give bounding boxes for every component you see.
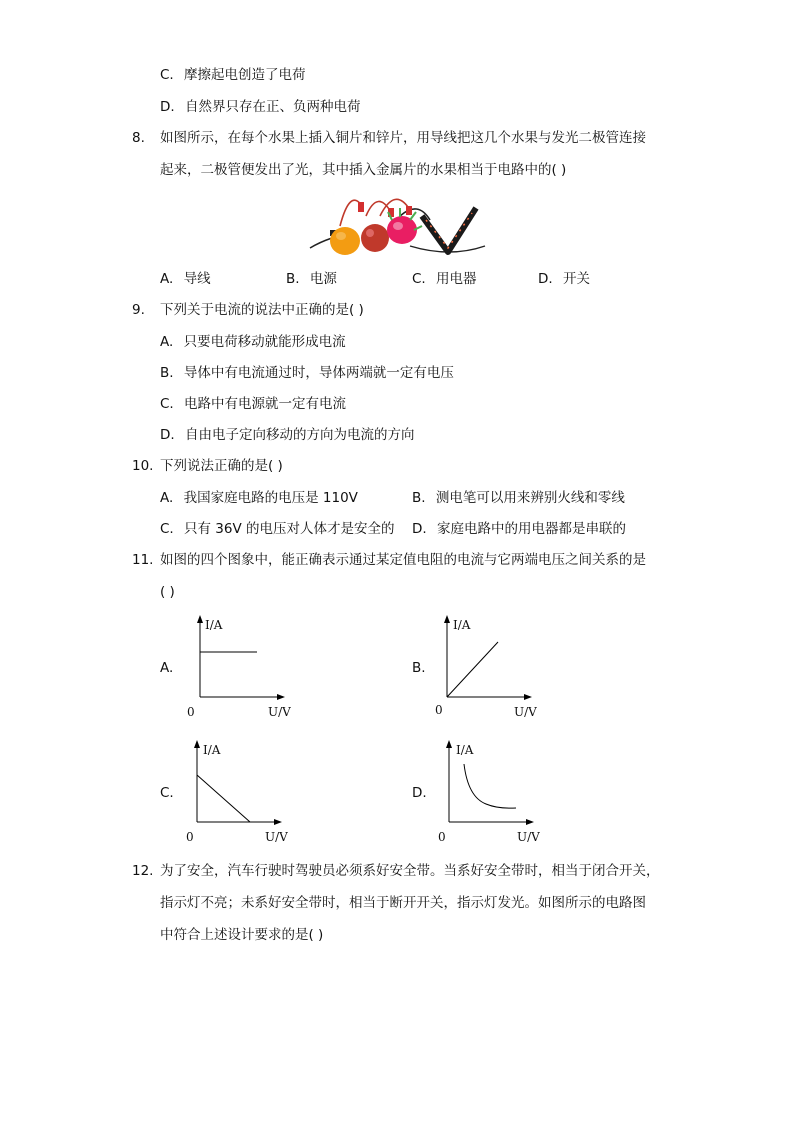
x-axis-label: U/V — [268, 705, 291, 719]
option-text: 只有 36V 的电压对人体才是安全的 — [184, 521, 395, 537]
option-text: 只要电荷移动就能形成电流 — [183, 334, 346, 350]
option-text: 电源 — [309, 271, 337, 287]
x-axis-label: U/V — [265, 830, 288, 844]
option-letter: C. — [412, 271, 426, 287]
option-letter: B. — [412, 490, 426, 506]
question-number: 11. — [132, 552, 154, 568]
question-number: 12. — [132, 863, 154, 879]
graph-curve — [447, 642, 498, 697]
y-axis-label: I/A — [203, 743, 221, 757]
question-stem: 为了安全，汽车行驶时驾驶员必须系好安全带。当系好安全带时，相当于闭合开关， — [160, 863, 660, 879]
option-d — [412, 520, 626, 538]
option-text: 测电笔可以用来辨别火线和零线 — [435, 490, 625, 506]
option-d — [538, 270, 590, 288]
question-stem: 指示灯不亮；未系好安全带时，相当于断开开关，指示灯发光。如图所示的电路图 — [160, 895, 646, 911]
question-stem: ( ) — [160, 584, 175, 600]
graph-letter: D. — [412, 785, 427, 801]
option-text: 我国家庭电路的电压是 110V — [183, 490, 358, 506]
graph-letter: A. — [160, 660, 174, 676]
option-c — [412, 270, 477, 288]
option-letter: D. — [160, 427, 175, 443]
option-letter: A. — [160, 271, 174, 287]
x-axis-label: U/V — [517, 830, 540, 844]
option-letter: B. — [286, 271, 300, 287]
option-text: 自由电子定向移动的方向为电流的方向 — [184, 427, 415, 443]
question-number: 9. — [132, 302, 145, 318]
option-a — [160, 489, 358, 507]
option-letter: D. — [538, 271, 553, 287]
graph-letter: B. — [412, 660, 426, 676]
question-number: 10. — [132, 458, 154, 474]
option-text: 导线 — [183, 271, 211, 287]
option-c — [160, 520, 395, 538]
option-a — [160, 333, 346, 351]
question-stem: 中符合上述设计要求的是( ) — [160, 927, 324, 943]
question-stem: 下列说法正确的是( ) — [160, 458, 283, 474]
option-text: 开关 — [562, 271, 590, 287]
option-letter: A. — [160, 490, 174, 506]
option-d — [160, 98, 360, 116]
y-axis-label: I/A — [453, 618, 471, 632]
option-text: 摩擦起电创造了电荷 — [184, 67, 306, 83]
origin-label: 0 — [187, 705, 195, 719]
graph-curve — [197, 775, 250, 822]
origin-label: 0 — [186, 830, 194, 844]
graph-letter: C. — [160, 785, 174, 801]
option-letter: C. — [160, 521, 174, 537]
y-axis-label: I/A — [456, 743, 474, 757]
question-stem: 下列关于电流的说法中正确的是( ) — [160, 302, 364, 318]
option-b — [412, 489, 625, 507]
option-d — [160, 426, 414, 444]
option-b — [160, 364, 454, 382]
question-stem: 起来，二极管便发出了光，其中插入金属片的水果相当于电路中的( ) — [160, 162, 567, 178]
graph-curve — [464, 764, 516, 808]
option-c — [160, 395, 346, 413]
question-stem: 如图所示，在每个水果上插入铜片和锌片，用导线把这几个水果与发光二极管连接 — [160, 130, 646, 146]
option-text: 电路中有电源就一定有电流 — [184, 396, 347, 412]
option-text: 家庭电路中的用电器都是串联的 — [436, 521, 626, 537]
option-text: 导体中有电流通过时，导体两端就一定有电压 — [183, 365, 454, 381]
fruit-battery-illustration — [300, 186, 495, 258]
option-letter: B. — [160, 365, 174, 381]
option-b — [286, 270, 337, 288]
option-letter: D. — [160, 99, 175, 115]
x-axis-label: U/V — [514, 705, 537, 719]
option-a — [160, 270, 211, 288]
question-number: 8. — [132, 130, 145, 146]
option-text: 用电器 — [436, 271, 477, 287]
y-axis-label: I/A — [205, 618, 223, 632]
option-letter: A. — [160, 334, 174, 350]
option-text: 自然界只存在正、负两种电荷 — [184, 99, 361, 115]
option-letter: D. — [412, 521, 427, 537]
origin-label: 0 — [435, 703, 443, 717]
option-c — [160, 66, 306, 84]
question-stem: 如图的四个图象中，能正确表示通过某定值电阻的电流与它两端电压之间关系的是 — [160, 552, 646, 568]
origin-label: 0 — [438, 830, 446, 844]
option-letter: C. — [160, 67, 174, 83]
option-letter: C. — [160, 396, 174, 412]
